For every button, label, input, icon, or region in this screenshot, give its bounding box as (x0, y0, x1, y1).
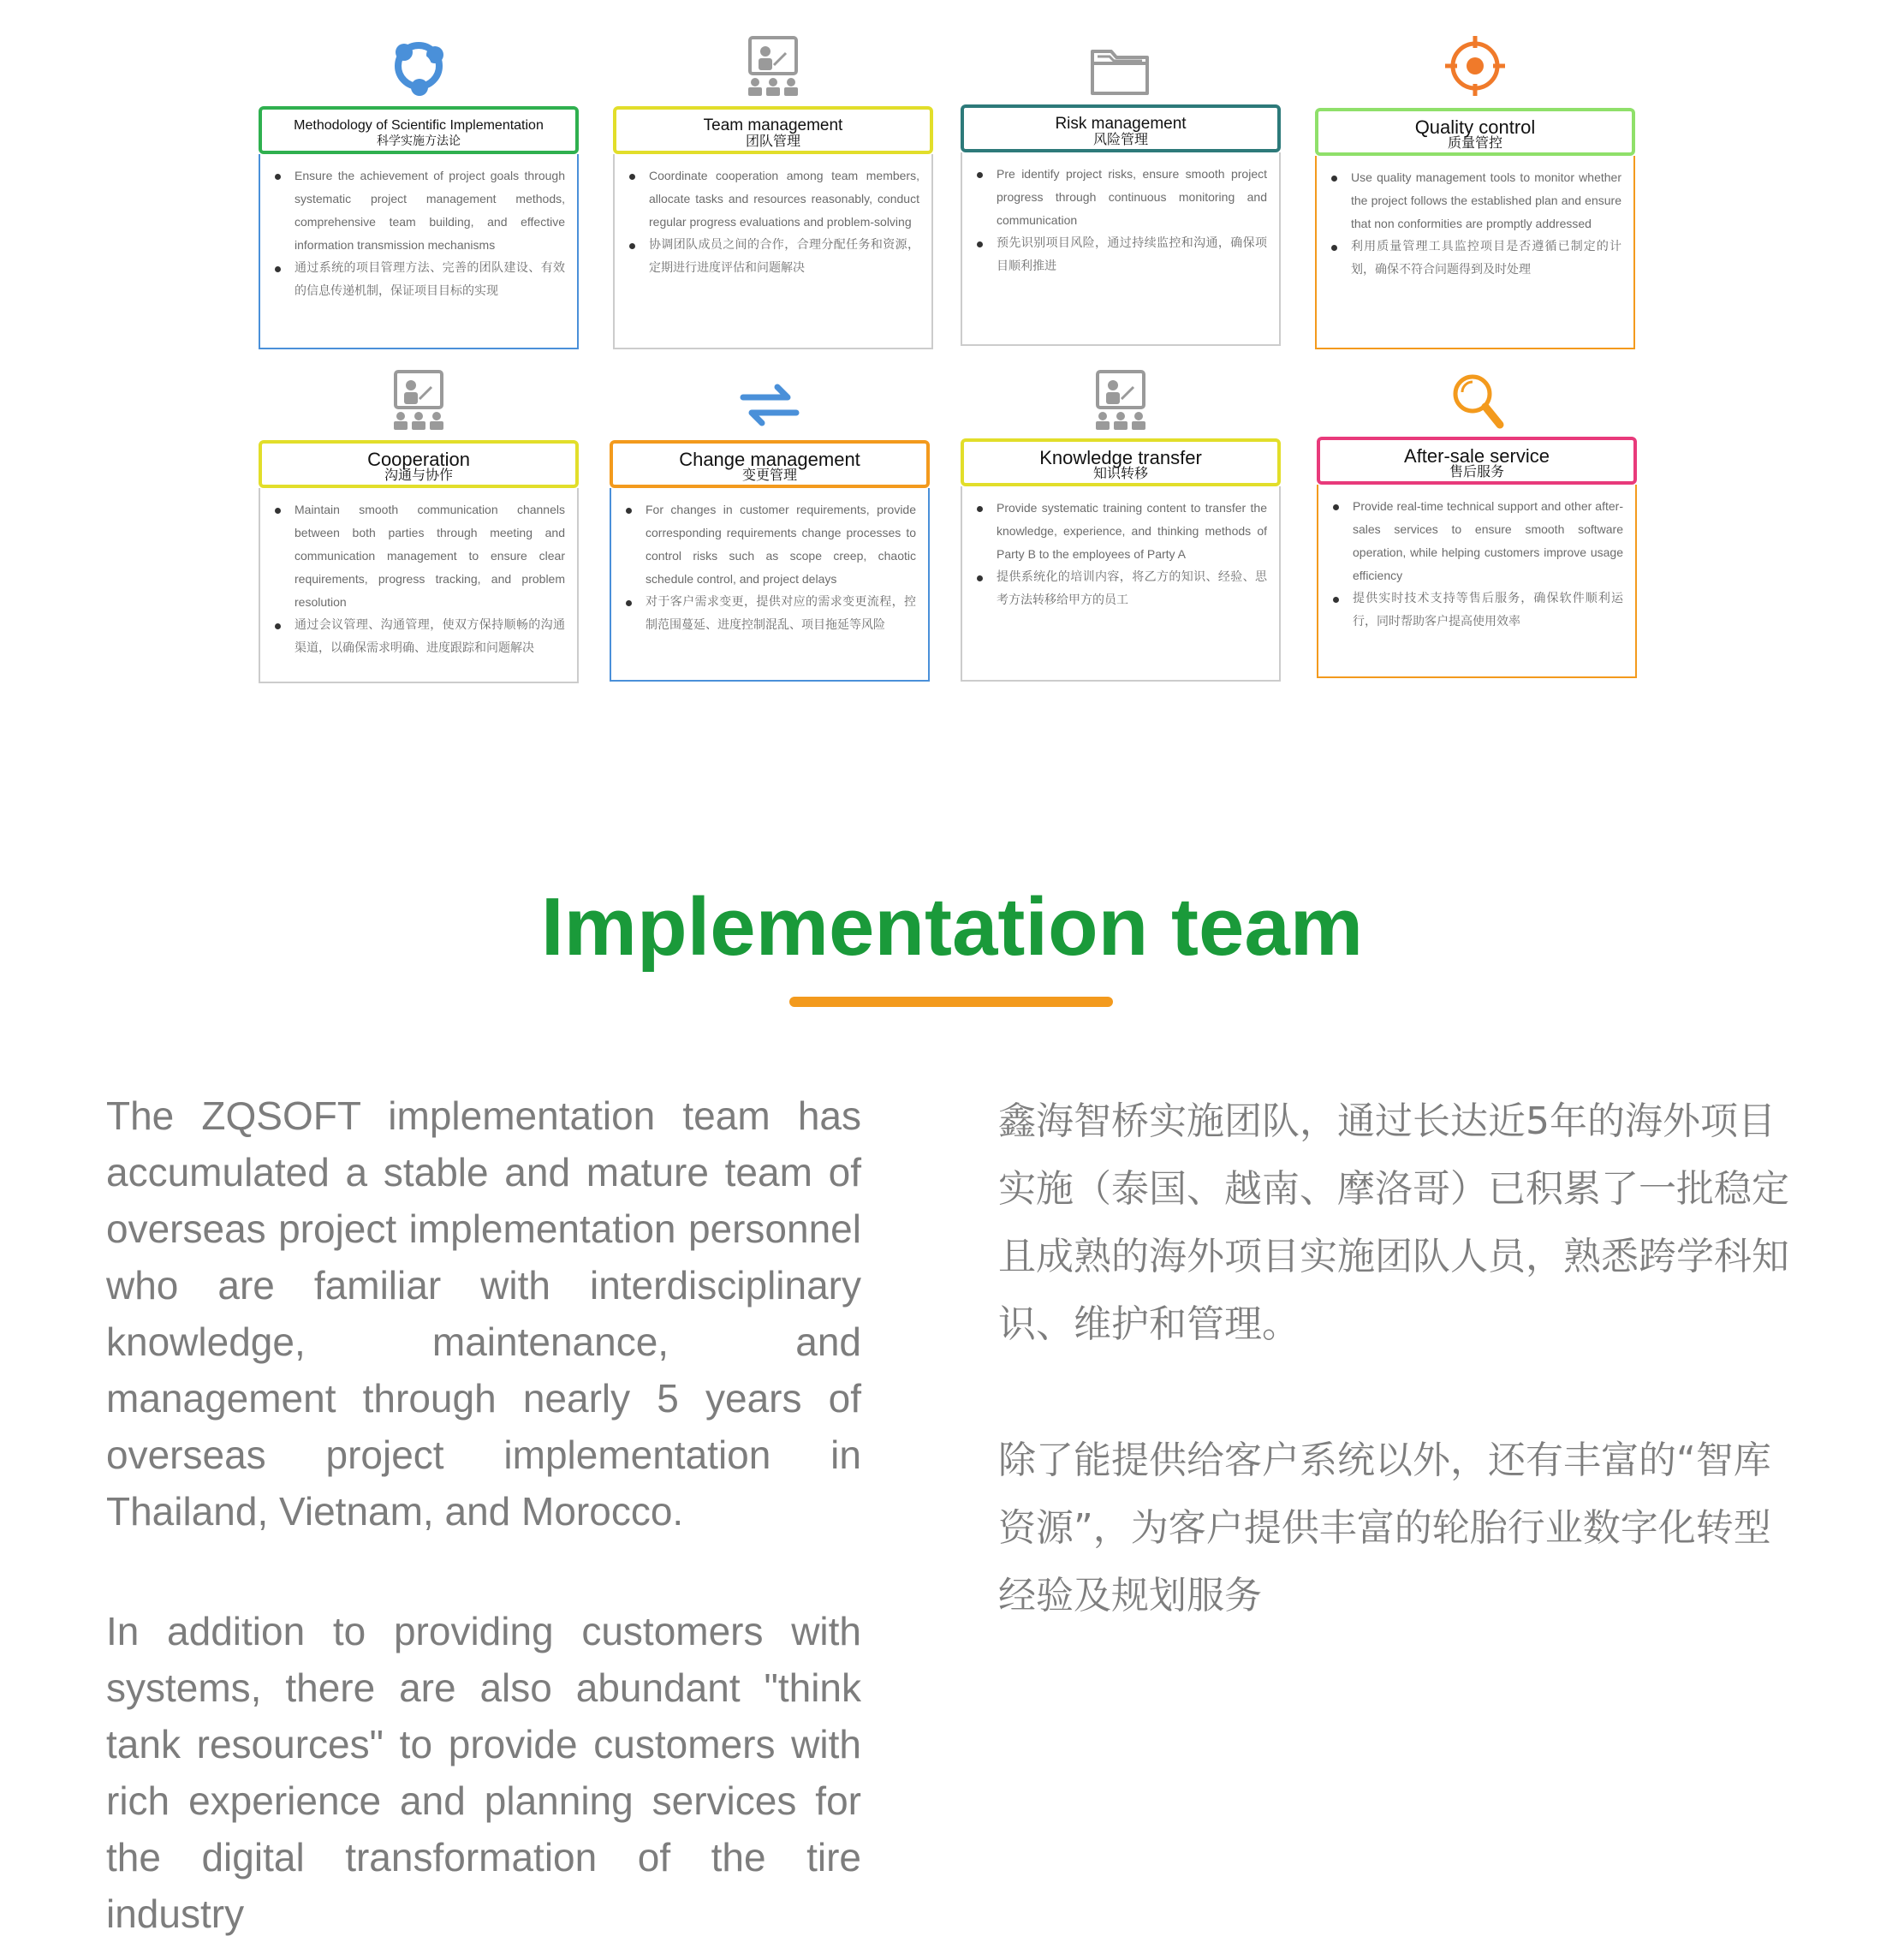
paragraph-en-2: In addition to providing customers with systems, there are also abundant "think tank resources" to provide customers with rich experience and planning services for the digital transformation of the tire industry (106, 1609, 861, 1936)
list-item: Coordinate cooperation among team members, allocate tasks and resources reasonably, conduct regular progress evaluations and problem-solving (649, 164, 919, 234)
list-item: For changes in customer requirements, provide corresponding requirements change processes to control risks such as scope creep, chaotic schedule control, and project delays (646, 498, 916, 591)
card-header (259, 440, 579, 488)
card-body (961, 152, 1281, 346)
card-header (961, 438, 1281, 486)
card-body (1315, 156, 1635, 349)
card-title-zh: 团队管理 (745, 133, 800, 149)
card-header (961, 104, 1281, 152)
card-title-zh: 质量管控 (1447, 134, 1502, 151)
target-icon (1438, 34, 1512, 98)
folder-icon (1084, 38, 1157, 101)
list-item: 提供系统化的培训内容，将乙方的知识、经验、思考方法转移给甲方的员工 (997, 566, 1267, 612)
card-title-en: Risk management (1055, 115, 1187, 133)
card-title-zh: 知识转移 (1092, 465, 1148, 481)
card-header (1317, 437, 1637, 485)
magnifier-icon (1440, 368, 1514, 432)
presentation-icon (736, 34, 810, 98)
section-title: Implementation team (540, 881, 1364, 973)
network-cycle-icon (382, 34, 455, 98)
card-header (1315, 108, 1635, 156)
card-title-zh: 售后服务 (1449, 463, 1504, 480)
list-item: Provide real-time technical support and other after-sales services to ensure smooth software operation, while helping customers improve usage efficiency (1353, 495, 1623, 587)
card-body (961, 486, 1281, 682)
list-item: 提供实时技术支持等售后服务，确保软件顺利运行，同时帮助客户提高使用效率 (1353, 587, 1623, 634)
paragraph-zh-2: 除了能提供给客户系统以外，还有丰富的“智库资源”，为客户提供丰富的轮胎行业数字化转型经验及规划服务 (998, 1439, 1771, 1617)
list-item: Provide systematic training content to transfer the knowledge, experience, and thinking methods of Party B to the employees of Party A (997, 497, 1267, 566)
list-item: 对于客户需求变更，提供对应的需求变更流程，控制范围蔓延、进度控制混乱、项目拖延等风险 (646, 591, 916, 637)
card-title-en: Team management (703, 116, 843, 134)
exchange-arrows-icon (733, 373, 806, 437)
card-body (610, 488, 930, 682)
card-title-zh: 科学实施方法论 (377, 134, 461, 148)
list-item: 协调团队成员之间的合作，合理分配任务和资源，定期进行进度评估和问题解决 (649, 234, 919, 280)
card-title-en: Change management (679, 449, 860, 470)
presentation-icon (1084, 368, 1157, 432)
list-item: 利用质量管理工具监控项目是否遵循已制定的计划，确保不符合问题得到及时处理 (1351, 235, 1621, 282)
list-item: Use quality management tools to monitor whether the project follows the established plan and ensure that non conformities are promptly addressed (1351, 166, 1621, 235)
list-item: 预先识别项目风险，通过持续监控和沟通，确保项目顺利推进 (997, 232, 1267, 278)
card-body (613, 154, 933, 349)
card-title-en: Cooperation (367, 449, 470, 470)
card-title-en: After-sale service (1404, 445, 1550, 467)
card-body (259, 154, 579, 349)
title-underline (789, 997, 1113, 1007)
card-header (613, 106, 933, 154)
list-item: 通过系统的项目管理方法、完善的团队建设、有效的信息传递机制，保证项目目标的实现 (295, 257, 565, 303)
card-title-zh: 沟通与协作 (384, 467, 453, 483)
card-title-zh: 变更管理 (741, 467, 797, 483)
card-body (1317, 485, 1637, 678)
paragraph-en-1: The ZQSOFT implementation team has accumulated a stable and mature team of overseas project implementation personnel who are familiar with interdisciplinary knowledge, maintenance, and management through nearly 5 years of overseas project implementation in Thailand, Vietnam, and Morocco. (106, 1093, 861, 1534)
card-title-en: Methodology of Scientific Implementation (294, 118, 544, 133)
presentation-icon (382, 368, 455, 432)
card-title-en: Knowledge transfer (1039, 447, 1202, 468)
paragraph-zh-1: 鑫海智桥实施团队，通过长达近5年的海外项目实施（泰国、越南、摩洛哥）已积累了一批稳定且成熟的海外项目实施团队人员，熟悉跨学科知识、维护和管理。 (998, 1099, 1789, 1346)
list-item: Ensure the achievement of project goals through systematic project management methods, comprehensive team building, and effective information transmission mechanisms (295, 164, 565, 257)
card-title-zh: 风险管理 (1092, 131, 1148, 147)
list-item: Maintain smooth communication channels between both parties through meeting and communication management to ensure clear requirements, progress tracking, and problem resolution (295, 498, 565, 614)
card-header (610, 440, 930, 488)
list-item: Pre identify project risks, ensure smooth project progress through continuous monitoring and communication (997, 163, 1267, 232)
card-title-en: Quality control (1414, 116, 1536, 138)
card-body (259, 488, 579, 683)
list-item: 通过会议管理、沟通管理，使双方保持顺畅的沟通渠道，以确保需求明确、进度跟踪和问题解决 (295, 614, 565, 660)
card-header (259, 106, 579, 154)
